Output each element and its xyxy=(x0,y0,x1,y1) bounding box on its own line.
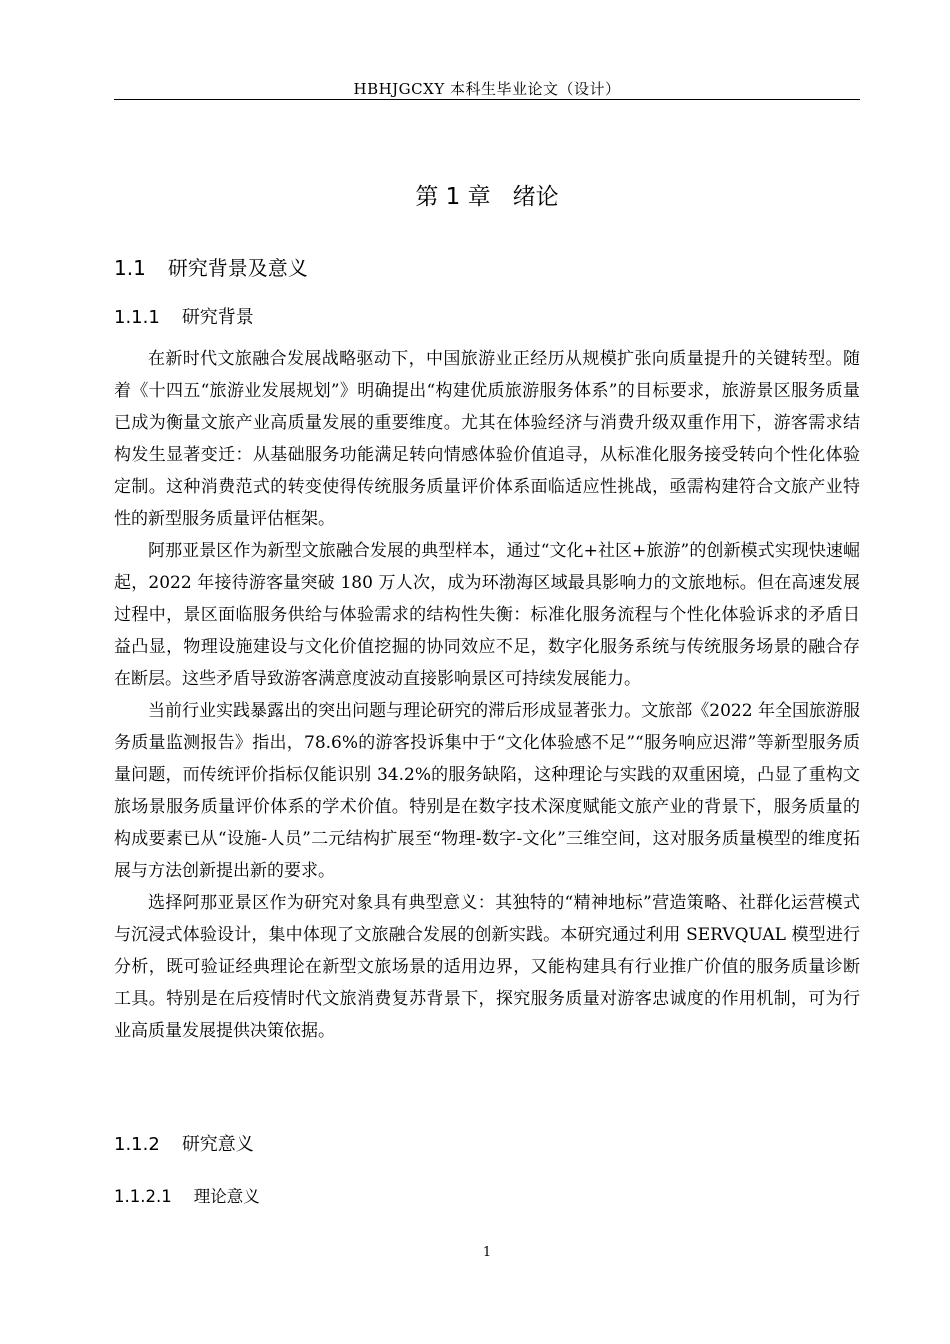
section-title: 研究背景及意义 xyxy=(167,256,308,280)
section-heading-1-1-2 xyxy=(114,1130,254,1156)
section-heading-1-1-2-1 xyxy=(114,1183,260,1207)
page-header: HBHJGCXY 本科生毕业论文（设计） xyxy=(353,80,621,98)
section-heading-1-1-1 xyxy=(114,303,254,329)
chapter-number: 第 1 章 xyxy=(415,184,491,210)
page-number: 1 xyxy=(482,1245,492,1260)
section-title: 研究背景 xyxy=(181,307,254,328)
paragraph-3: 当前行业实践暴露出的突出问题与理论研究的滞后形成显著张力。文旅部《2022 年全国旅游服务质量监测报告》指出，78.6%的游客投诉集中于“文化体验感不足”“服务响应迟滞”等新型服务质量问题，而传统评价指标仅能识别 34.2%的服务缺陷，这种理论与实践的双重困境，凸显了重构文旅场景服务质量评价体系的学术价值。特别是在数字技术深度赋能文旅产业的背景下，服务质量的构成要素已从“设施-人员”二元结构扩展至“物理-数字-文化”三维空间，这对服务质量模型的维度拓展与方法创新提出新的要求。 xyxy=(114,701,860,881)
section-title: 理论意义 xyxy=(193,1187,260,1206)
paragraph-2: 阿那亚景区作为新型文旅融合发展的典型样本，通过“文化+社区+旅游”的创新模式实现快速崛起，2022 年接待游客量突破 180 万人次，成为环渤海区域最具影响力的文旅地标。但在高速发展过程中，景区面临服务供给与体验需求的结构性失衡：标准化服务流程与个性化体验诉求的矛盾日益凸显，物理设施建设与文化价值挖掘的协同效应不足，数字化服务系统与传统服务场景的融合存在断层。这些矛盾导致游客满意度波动直接影响景区可持续发展能力。 xyxy=(114,541,860,689)
chapter-name: 绪论 xyxy=(512,184,559,210)
section-title: 研究意义 xyxy=(181,1134,254,1155)
section-number: 1.1 xyxy=(114,256,146,280)
section-heading-1-1 xyxy=(114,252,308,281)
chapter-title xyxy=(114,178,860,211)
section-number: 1.1.2 xyxy=(114,1134,160,1155)
section-number: 1.1.1 xyxy=(114,307,160,328)
paragraph-1: 在新时代文旅融合发展战略驱动下，中国旅游业正经历从规模扩张向质量提升的关键转型。随着《十四五“旅游业发展规划”》明确提出“构建优质旅游服务体系”的目标要求，旅游景区服务质量已成为衡量文旅产业高质量发展的重要维度。尤其在体验经济与消费升级双重作用下，游客需求结构发生显著变迁：从基础服务功能满足转向情感体验价值追寻，从标准化服务接受转向个性化体验定制。这种消费范式的转变使得传统服务质量评价体系面临适应性挑战，亟需构建符合文旅产业特性的新型服务质量评估框架。 xyxy=(114,349,860,529)
paragraph-4: 选择阿那亚景区作为研究对象具有典型意义：其独特的“精神地标”营造策略、社群化运营模式与沉浸式体验设计，集中体现了文旅融合发展的创新实践。本研究通过利用 SERVQUAL 模型进行分析，既可验证经典理论在新型文旅场景的适用边界，又能构建具有行业推广价值的服务质量诊断工具。特别是在后疫情时代文旅消费复苏背景下，探究服务质量对游客忠诚度的作用机制，可为行业高质量发展提供决策依据。 xyxy=(114,893,860,1041)
body-text xyxy=(114,343,860,1047)
header-divider xyxy=(114,99,860,100)
section-number: 1.1.2.1 xyxy=(114,1187,172,1206)
